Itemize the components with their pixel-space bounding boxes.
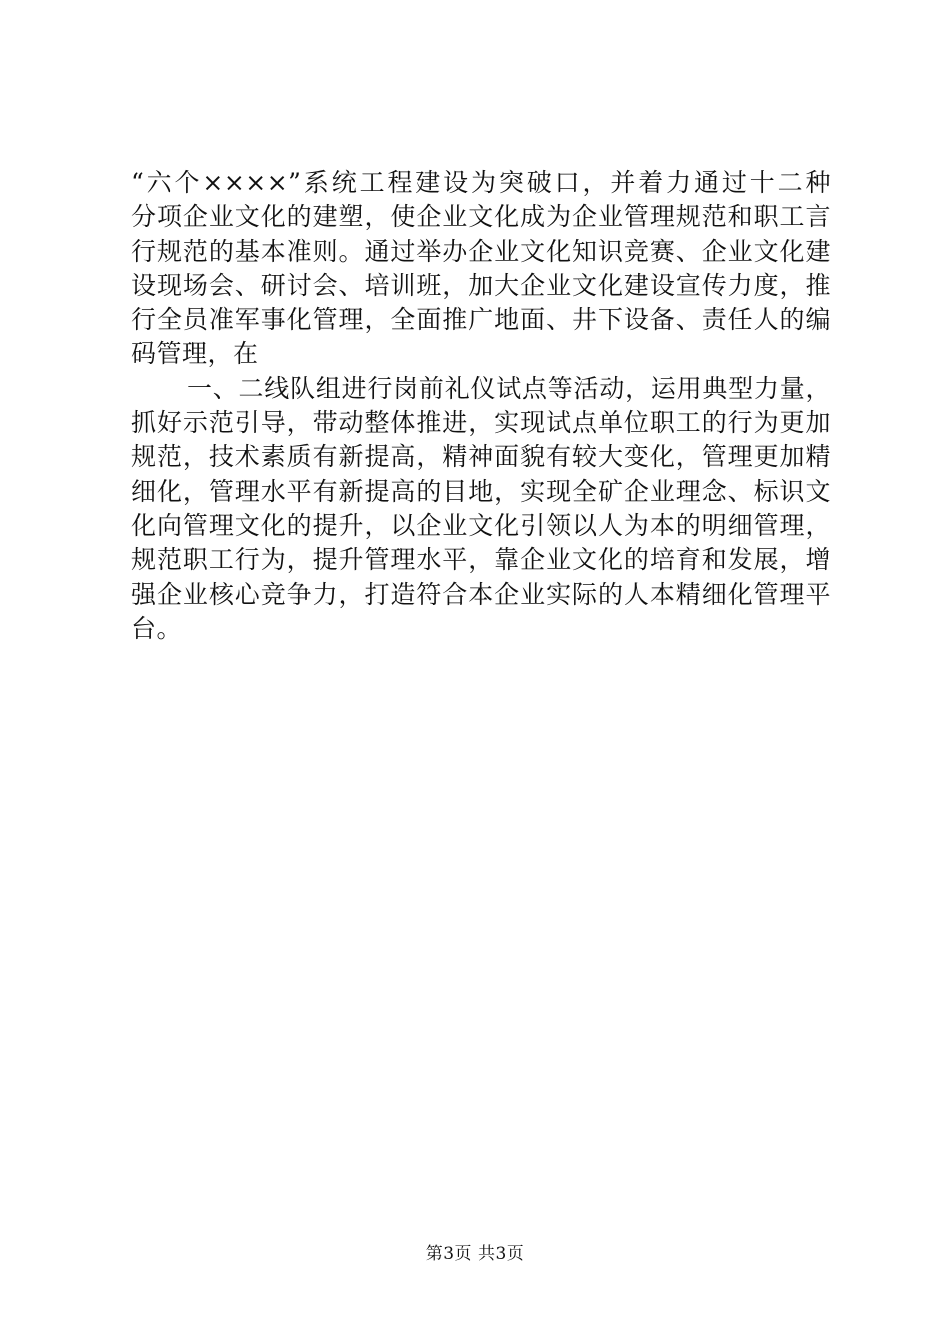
text-line: “六个××××”系统工程建设为突破口，并着力通过十二种 — [131, 168, 831, 197]
text-line: 行规范的基本准则。通过举办企业文化知识竞赛、企业文化建 — [131, 236, 831, 266]
text-line: 规范，技术素质有新提高，精神面貌有较大变化，管理更加精 — [131, 442, 831, 472]
body-text — [131, 166, 831, 646]
text-line: 强企业核心竞争力，打造符合本企业实际的人本精细化管理平 — [131, 579, 831, 609]
text-line: 化向管理文化的提升，以企业文化引领以人为本的明细管理， — [131, 510, 831, 540]
text-line: 一、二线队组进行岗前礼仪试点等活动，运用典型力量， — [187, 373, 831, 403]
text-line: 设现场会、研讨会、培训班，加大企业文化建设宣传力度，推 — [131, 270, 831, 300]
text-line: 行全员准军事化管理，全面推广地面、井下设备、责任人的编 — [131, 305, 831, 335]
text-line: 细化，管理水平有新提高的目地，实现全矿企业理念、标识文 — [131, 476, 831, 506]
text-line: 分项企业文化的建塑，使企业文化成为企业管理规范和职工言 — [131, 202, 831, 232]
text-line: 抓好示范引导，带动整体推进，实现试点单位职工的行为更加 — [131, 408, 831, 438]
text-line: 台。 — [131, 613, 183, 643]
page-number-footer: 第3页 共3页 — [425, 1244, 525, 1264]
text-line: 规范职工行为，提升管理水平，靠企业文化的培育和发展，增 — [131, 545, 831, 575]
text-line: 码管理，在 — [131, 339, 259, 369]
